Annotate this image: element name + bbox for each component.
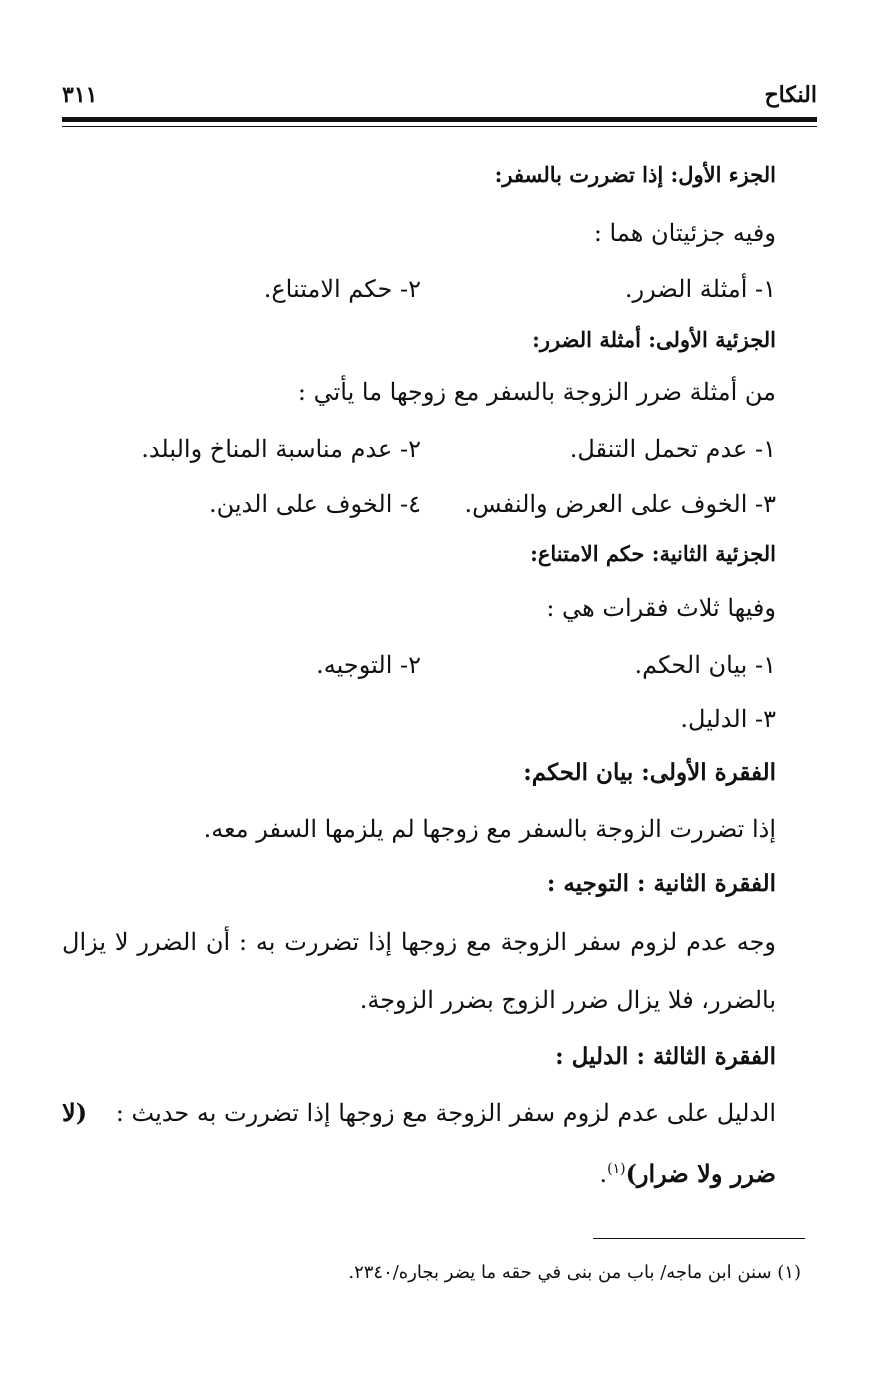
para1-text: إذا تضررت الزوجة بالسفر مع زوجها لم يلزمها السفر معه. [203,815,776,843]
para3-heading: الفقرة الثالثة : الدليل : [555,1043,776,1070]
para2-text-line-1: وجه عدم لزوم سفر الزوجة مع زوجها إذا تضررت به : أن الضرر لا يزال [62,928,776,956]
part1-intro: وفيه جزئيتان هما : [593,219,776,247]
sub2-item-1: ١- بيان الحكم. [634,651,776,679]
sub1-item-2: ٢- عدم مناسبة المناخ والبلد. [141,435,421,463]
header-rule-thick [62,117,817,122]
part1-heading: الجزء الأول: إذا تضررت بالسفر: [494,162,776,187]
page-number: ٣١١ [62,82,98,108]
sub1-item-1: ١- عدم تحمل التنقل. [569,435,776,463]
sub2-intro: وفيها ثلاث فقرات هي : [546,594,776,622]
footnote-ref[interactable]: (١) [607,1161,626,1177]
para2-heading: الفقرة الثانية : التوجيه : [546,870,776,897]
para3-text-line-1 [62,1096,776,1130]
footnote: (١) سنن ابن ماجه/ باب من بنى في حقه ما يضر بجاره/٢٣٤٠. [348,1262,801,1283]
hadith-text: ضرر ولا ضرار) [625,1159,776,1188]
para2-text-line-2: بالضرر، فلا يزال ضرر الزوج بضرر الزوجة. [359,986,776,1014]
part1-item-1: ١- أمثلة الضرر. [624,275,776,303]
sub2-item-2: ٢- التوجيه. [316,651,421,679]
sub1-item-3: ٣- الخوف على العرض والنفس. [464,490,776,518]
sentence-end: . [599,1160,608,1188]
part1-item-2: ٢- حكم الامتناع. [263,275,421,303]
sub1-intro: من أمثلة ضرر الزوجة بالسفر مع زوجها ما يأتي : [297,378,776,406]
sub1-item-4: ٤- الخوف على الدين. [208,490,421,518]
sub1-heading: الجزئية الأولى: أمثلة الضرر: [532,327,776,352]
chapter-title: النكاح [764,82,817,108]
hadith-open: (لا [62,1098,88,1127]
sub2-heading: الجزئية الثانية: حكم الامتناع: [530,541,776,566]
para1-heading: الفقرة الأولى: بيان الحكم: [523,759,776,786]
footnote-rule [593,1238,805,1239]
header-rule-thin [62,126,817,127]
para3-text-line-2 [62,1152,776,1186]
para3-text: الدليل على عدم لزوم سفر الزوجة مع زوجها إذا تضررت به حديث : [115,1099,776,1127]
page-header [62,82,817,112]
sub2-item-3: ٣- الدليل. [680,705,776,733]
